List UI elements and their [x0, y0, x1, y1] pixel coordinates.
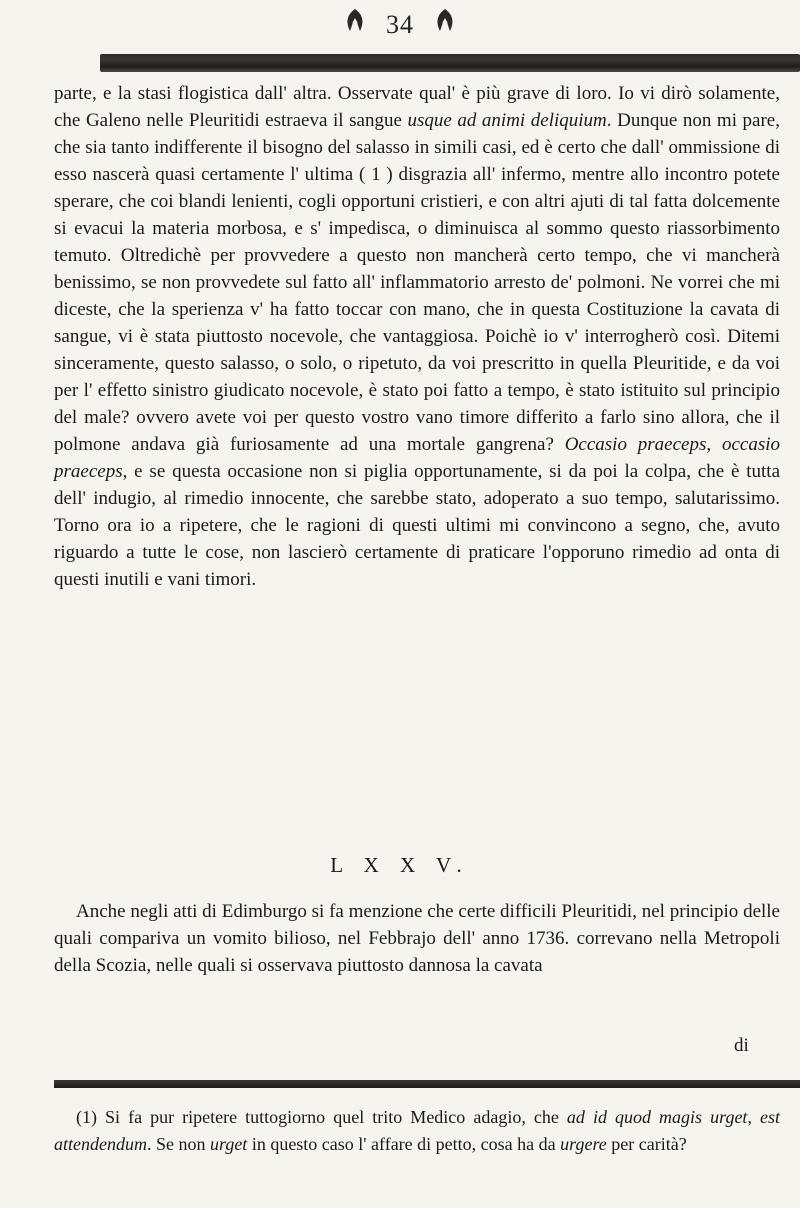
page-header	[0, 6, 800, 78]
body-text-2: . Dunque non mi pare, che sia tanto indifferente il bisogno del salasso in simili casi, ed è certo che dall' ommissione di esso nascerà quasi certamente l' ultima ( 1 ) disgrazia all' infermo, mentre allo incontro potete sperare, che coi blandi lenienti, cogli opportuni cristieri, e con altri ajuti di tal fatta dolcemente si evacui la materia morbosa, e s' impedisca, o diminuisca al sommo questo riassorbimento temuto. Oltredichè per provvedere a questo non mancherà certo tempo, che vi mancherà benissimo, se non provvedete sul fatto all' inflammatorio arresto de' polmoni. Ne vorrei che mi diceste, che la sperienza v' ha fatto toccar con mano, che in questa Costituzione la cavata di sangue, vi è stata piuttosto nocevole, che vantaggiosa. Poichè io v' interrogherò così. Ditemi sinceramente, questo salasso, o solo, o ripetuto, da voi prescritto in quella Pleuritide, e da voi per l' effetto sinistro giudicato nocevole, è stato poi fatto a tempo, è stato istituito sul principio del male? ovvero avete voi per questo vostro vano timore differito a farlo sino allora, che il polmone andava già furiosamente ad una mortale gangrena?	[54, 110, 780, 455]
footnote-rule	[54, 1080, 800, 1088]
section-paragraph	[54, 898, 780, 979]
body-text-4: , e se questa occasione non si piglia opportunamente, si da poi la colpa, che è tutta dell' indugio, al rimedio innocente, che sarebbe stato, adoperato a suo tempo, salutarissimo. Torno ora io a ripetere, che le ragioni di questi ultimi mi convincono a segno, che, avuto riguardo a tutte le cose, non lascierò certamente di praticare l'opporuno rimedio ad onta di questi inutili e vani timori.	[54, 461, 780, 590]
section-text: Anche negli atti di Edimburgo si fa menzione che certe difficili Pleuritidi, nel principio delle quali compariva un vomito bilioso, nel Febbrajo dell' anno 1736. correvano nella Metropoli della Scozia, nelle quali si osservava piuttosto dannosa la cavata	[54, 901, 780, 976]
section-heading: L X X V.	[330, 853, 470, 877]
footnote-text-1: (1) Si fa pur ripetere tuttogiorno quel trito Medico adagio, che	[76, 1107, 567, 1127]
body-text-1: parte, e la stasi flogistica dall' altra. Osservate qual' è più grave di loro. Io vi dirò solamente, che Galeno nelle Pleuritidi estraeva il sangue	[54, 83, 780, 131]
footnote-italic-1: ad id quod magis urget	[566, 1107, 748, 1127]
body-text-3: ,	[706, 434, 722, 455]
footnote-italic-3: urget	[209, 1134, 248, 1154]
catchword: di	[734, 1035, 749, 1056]
body-italic-3: occasio praeceps	[54, 434, 780, 482]
body-italic-1: usque ad animi deliquium	[407, 110, 607, 131]
footnote-italic-4: urgere	[560, 1134, 607, 1154]
body-italic-2: Occasio praeceps	[564, 434, 707, 455]
footnote-text-3: . Se non	[146, 1134, 210, 1154]
header-rule	[100, 54, 800, 72]
footnote-text-5: per carità?	[606, 1134, 687, 1154]
footnote-italic-2: est attendendum	[54, 1107, 780, 1154]
footnote-text-4: in questo caso l' affare di petto, cosa ha da	[247, 1134, 561, 1154]
right-ornament-icon	[430, 6, 460, 36]
footnote-text-2: ,	[747, 1107, 760, 1127]
page-number: 34	[386, 10, 414, 39]
main-paragraph	[54, 80, 780, 593]
footnote	[54, 1104, 780, 1158]
